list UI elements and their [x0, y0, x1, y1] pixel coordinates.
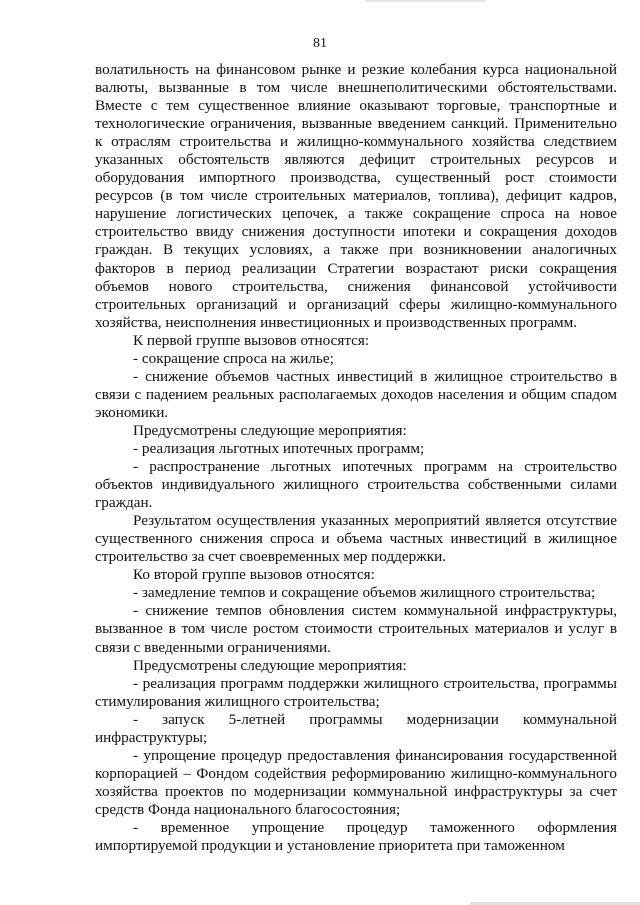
list-item: - распространение льготных ипотечных программ на строительство объектов индивидуального жилищного строительства собственными силами граждан. [95, 458, 617, 512]
paragraph: Результатом осуществления указанных мероприятий является отсутствие существенного снижения спроса и объема частных инвестиций в жилищное строительство за счет своевременных мер поддержки. [95, 512, 617, 566]
paragraph: волатильность на финансовом рынке и резкие колебания курса национальной валюты, вызванные в том числе внешнеполитическими обстоятельствами. Вместе с тем существенное влияние оказывают торговые, транспортные и технологические ограничения, вызванные введением санкций. Применительно к отраслям строительства и жилищно-коммунального хозяйства следствием указанных обстоятельств являются дефицит строительных ресурсов и оборудования импортного производства, существенный рост стоимости ресурсов (в том числе строительных материалов, топлива), дефицит кадров, нарушение логистических цепочек, а также сокращение спроса на новое строительство ввиду снижения доступности ипотеки и сокращения доходов граждан. В текущих условиях, а также при возникновении аналогичных факторов в период реализации Стратегии возрастают риски сокращения объемов нового строительства, снижения финансовой устойчивости строительных организаций и организаций сферы жилищно-коммунального хозяйства, неисполнения инвестиционных и производственных программ. [95, 61, 617, 331]
paragraph: Предусмотрены следующие мероприятия: [133, 656, 407, 674]
list-item: - реализация программ поддержки жилищного строительства, программы стимулирования жилищного строительства; [95, 674, 617, 710]
list-item: - упрощение процедур предоставления финансирования государственной корпорацией – Фондом содействия реформированию жилищно-коммунального хозяйства проектов по модернизации коммунальной инфраструктуры за счет средств Фонда национального благосостояния; [95, 746, 617, 818]
paragraph: Предусмотрены следующие мероприятия: [133, 421, 407, 439]
list-item: - замедление темпов и сокращение объемов жилищного строительства; [133, 584, 596, 602]
list-item: - реализация льготных ипотечных программ; [133, 439, 425, 457]
paragraph: К первой группе вызовов относятся: [133, 331, 370, 349]
list-item: - снижение объемов частных инвестиций в жилищное строительство в связи с падением реальных располагаемых доходов населения и общим спадом экономики. [95, 367, 617, 421]
page-number: 81 [313, 36, 327, 51]
list-item: - сокращение спроса на жилье; [133, 349, 334, 367]
scan-edge-top [365, 0, 485, 2]
list-item: - временное упрощение процедур таможенного оформления импортируемой продукции и установление приоритета при таможенном [95, 818, 617, 855]
list-item: - запуск 5-летней программы модернизации коммунальной инфраструктуры; [95, 710, 617, 746]
body-text [95, 61, 617, 855]
list-item: - снижение темпов обновления систем коммунальной инфраструктуры, вызванное в том числе ростом стоимости строительных материалов и услуг в связи с введенными ограничениями. [95, 602, 617, 656]
paragraph: Ко второй группе вызовов относятся: [133, 566, 375, 584]
